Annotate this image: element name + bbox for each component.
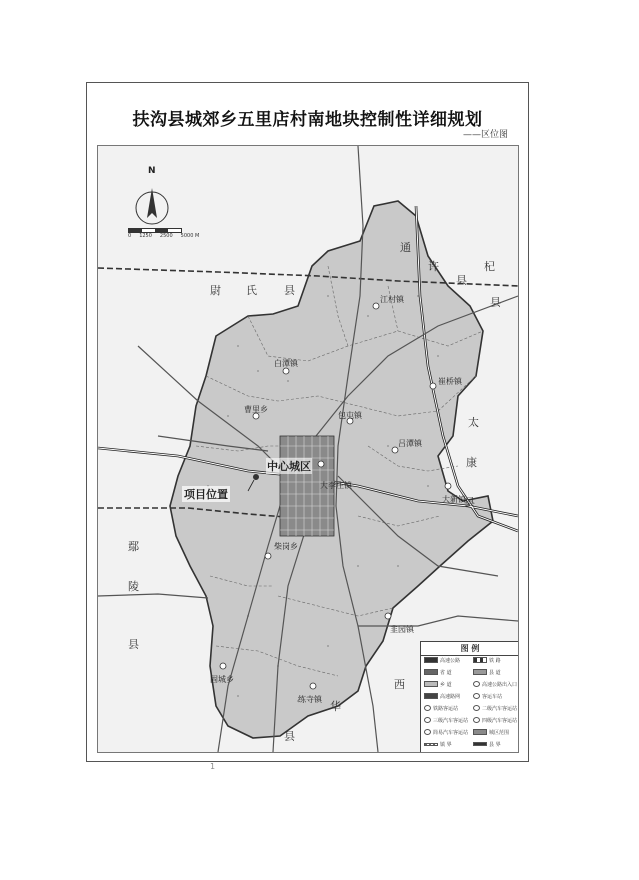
page-title: 扶沟县城郊乡五里店村南地块控制性详细规划 <box>132 110 483 130</box>
legend-item: 铁路客运站 <box>424 704 458 712</box>
town-label-gaoxiang: 固城乡 <box>210 675 234 684</box>
legend-item: 县 道 <box>473 668 501 676</box>
county-label-xihua-1: 西 <box>394 678 405 691</box>
county-label-qixian-1: 杞 <box>484 260 495 273</box>
legend-item: 高速路网 <box>424 692 460 700</box>
town-label-baotun: 包屯镇 <box>338 411 362 420</box>
county-label-taikang-3: 县 <box>464 496 475 509</box>
legend-item: 城区范围 <box>473 728 509 736</box>
central-city-label: 中心城区 <box>267 460 311 473</box>
location-map <box>97 145 519 753</box>
county-label-tongxu-3: 县 <box>456 274 467 287</box>
county-label-weishi-3: 县 <box>284 284 295 297</box>
county-label-tongxu-1: 通 <box>400 241 411 254</box>
legend-item: 四级汽车客运站 <box>473 716 517 724</box>
legend-item: 省 道 <box>424 668 452 676</box>
town-label-cuiqiao: 崔桥镇 <box>438 377 462 386</box>
town-label-caoli: 曹里乡 <box>244 405 268 414</box>
town-label-baitan: 白潭镇 <box>274 359 298 368</box>
legend-item: 镇 界 <box>424 740 452 748</box>
town-label-dalizhuang: 大李庄镇 <box>320 481 352 490</box>
project-location-label: 项目位置 <box>184 488 228 501</box>
county-label-yanling-3: 县 <box>128 638 139 651</box>
page-subtitle: ——区位图 <box>462 130 508 140</box>
legend-item: 铁 路 <box>473 656 501 664</box>
town-label-xiagao: 韭园镇 <box>390 625 414 634</box>
scale-bar <box>128 228 199 239</box>
town-label-lvtan: 吕潭镇 <box>398 439 422 448</box>
scale-label-3: 5000 M <box>180 233 200 239</box>
north-label: N <box>148 166 156 176</box>
county-label-weishi-1: 尉 <box>210 284 221 297</box>
county-label-taikang-2: 康 <box>466 456 477 469</box>
county-label-xihua-2: 华 <box>330 700 341 713</box>
legend-item: 乡 道 <box>424 680 452 688</box>
county-label-taikang-1: 太 <box>468 416 479 429</box>
legend-item: 县 界 <box>473 740 501 748</box>
scale-label-0: 0 <box>128 233 132 239</box>
county-label-yanling-2: 陵 <box>128 580 139 593</box>
county-label-weishi-2: 氏 <box>246 284 257 297</box>
plan-sheet <box>86 82 529 762</box>
legend-item: 高速公路 <box>424 656 460 664</box>
legend-item: 客运车站 <box>473 692 502 700</box>
town-label-daxin: 大新镇 <box>442 495 466 504</box>
legend-item: 二级汽车客运站 <box>473 704 517 712</box>
county-label-qixian-2: 县 <box>490 296 501 309</box>
scale-label-2: 2500 <box>159 233 173 239</box>
town-label-jiangcun: 江村镇 <box>380 295 404 304</box>
project-marker <box>253 474 259 480</box>
legend-item: 三级汽车客运站 <box>424 716 468 724</box>
legend-item: 简易汽车客运站 <box>424 728 468 736</box>
county-label-yanling-1: 鄢 <box>128 540 139 553</box>
legend-title: 图 例 <box>421 642 519 656</box>
scale-label-1: 1250 <box>139 233 152 239</box>
page-mark: 1 <box>210 762 216 771</box>
county-label-tongxu-2: 许 <box>428 260 439 273</box>
map-legend <box>420 641 519 753</box>
legend-item: 高速公路出入口 <box>473 680 517 688</box>
town-label-chaipu: 柴岗乡 <box>274 542 298 551</box>
town-label-lianxu: 练寺镇 <box>298 695 322 704</box>
county-label-xihua-3: 县 <box>284 730 295 743</box>
